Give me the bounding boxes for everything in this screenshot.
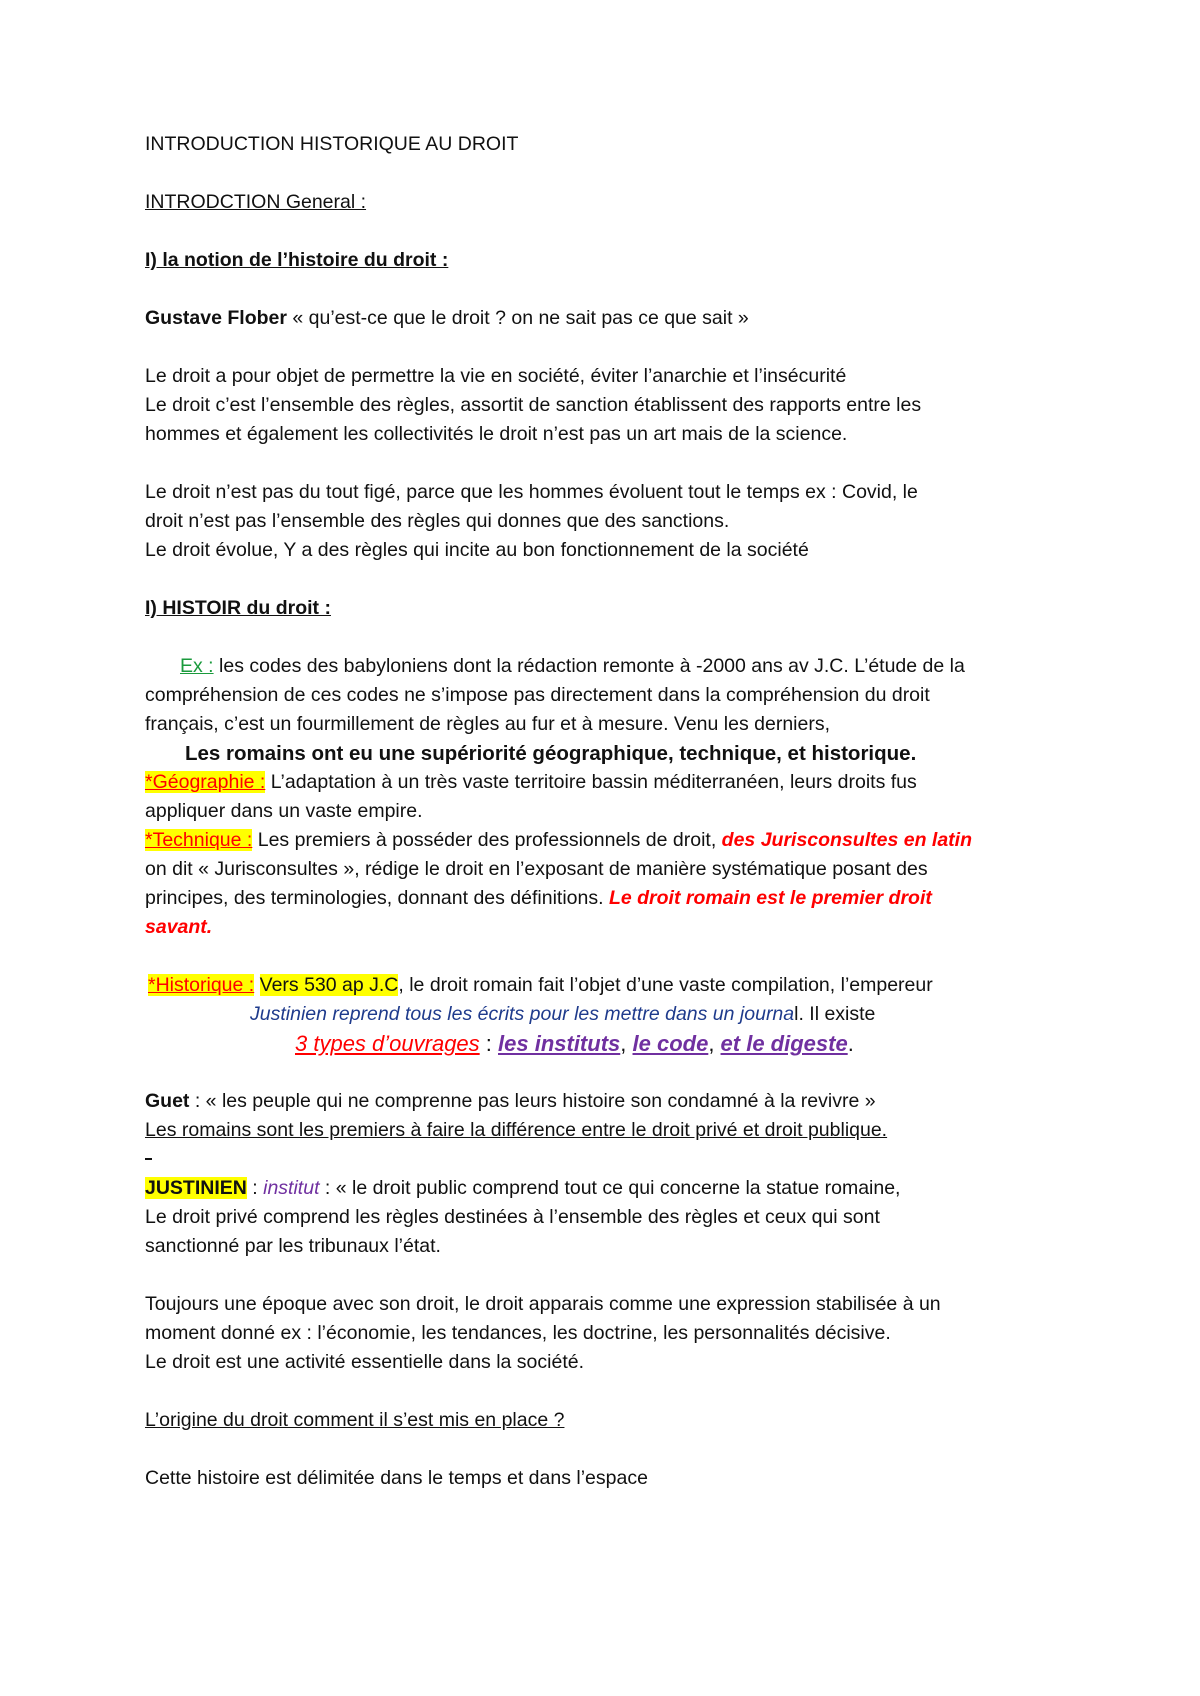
justinien-line1 bbox=[145, 1174, 1065, 1204]
justinien-line3: sanctionné par les tribunaux l’état. bbox=[145, 1235, 441, 1257]
tech-text-1: Les premiers à posséder des professionnels de droit, bbox=[252, 829, 722, 851]
quote-text: « qu’est-ce que le droit ? on ne sait pas ce que sait » bbox=[286, 307, 749, 329]
example-line2: compréhension de ces codes ne s’impose pas directement dans la compréhension du droit bbox=[145, 684, 930, 706]
type-instituts: les instituts bbox=[498, 1031, 621, 1056]
guet-underlined: Les romains sont les premiers à faire la différence entre le droit privé et droit publique. bbox=[145, 1119, 888, 1141]
type-digeste: et le digeste bbox=[720, 1031, 848, 1056]
tech-red-1: des Jurisconsultes en latin bbox=[721, 829, 973, 851]
para1-line1: Le droit a pour objet de permettre la vie en société, éviter l’anarchie et l’insécurité bbox=[145, 365, 847, 387]
tech-text-3: principes, des terminologies, donnant des définitions. bbox=[145, 887, 609, 909]
geo-label: *Géographie : bbox=[145, 771, 266, 793]
tech-label: *Technique : bbox=[145, 829, 253, 851]
intro-heading: INTRODCTION General : bbox=[145, 191, 367, 213]
types-comma-2: , bbox=[708, 1031, 721, 1056]
closing-line: Cette histoire est délimitée dans le temps et dans l’espace bbox=[145, 1467, 648, 1489]
tech-line3 bbox=[145, 884, 1065, 914]
hist-line2 bbox=[250, 1000, 1170, 1030]
geo-text-1: L’adaptation à un très vaste territoire bassin méditerranéen, leurs droits fus bbox=[265, 771, 917, 793]
types-comma-1: , bbox=[620, 1031, 633, 1056]
geo-line2: appliquer dans un vaste empire. bbox=[145, 800, 423, 822]
types-end: . bbox=[847, 1031, 854, 1056]
para2-line3: Le droit évolue, Y a des règles qui incite au bon fonctionnement de la société bbox=[145, 539, 809, 561]
tech-line1 bbox=[145, 826, 1065, 856]
quote-author: Gustave Flober bbox=[145, 307, 287, 329]
hist-text-1: , le droit romain fait l’objet d’une vaste compilation, l’empereur bbox=[398, 974, 933, 996]
section1-heading: I) la notion de l’histoire du droit : bbox=[145, 249, 449, 271]
epoque-line2: moment donné ex : l’économie, les tendances, les doctrine, les personnalités décisive. bbox=[145, 1322, 891, 1344]
tech-line2: on dit « Jurisconsultes », rédige le droit en l’exposant de manière systématique posant des bbox=[145, 858, 928, 880]
geo-line1 bbox=[145, 768, 1065, 798]
types-line bbox=[295, 1029, 1200, 1059]
example-line3: français, c’est un fourmillement de règles au fur et à mesure. Venu les derniers, bbox=[145, 713, 831, 735]
epoque-line3: Le droit est une activité essentielle dans la société. bbox=[145, 1351, 585, 1373]
para1-line3: hommes et également les collectivités le droit n’est pas un art mais de la science. bbox=[145, 423, 848, 445]
section2-heading: I) HISTOIR du droit : bbox=[145, 597, 331, 619]
epoque-line1: Toujours une époque avec son droit, le droit apparais comme une expression stabilisée à un bbox=[145, 1293, 941, 1315]
guet-label: Guet bbox=[145, 1090, 190, 1112]
justinien-line2: Le droit privé comprend les règles destinées à l’ensemble des règles et ceux qui sont bbox=[145, 1206, 880, 1228]
example-text-1: les codes des babyloniens dont la rédaction remonte à -2000 ans av J.C. L’étude de la bbox=[213, 655, 965, 677]
para2-line1: Le droit n’est pas du tout figé, parce que les hommes évoluent tout le temps ex : Covid, le bbox=[145, 481, 918, 503]
example-line1 bbox=[180, 652, 1100, 682]
tech-red-3: savant. bbox=[145, 916, 213, 938]
small-dash bbox=[145, 1158, 152, 1160]
type-code: le code bbox=[632, 1031, 709, 1056]
quote-line bbox=[145, 304, 1065, 334]
hist-line1 bbox=[148, 971, 1068, 1001]
example-label: Ex : bbox=[180, 655, 214, 677]
justinien-institut: institut bbox=[263, 1177, 320, 1199]
document-title: INTRODUCTION HISTORIQUE AU DROIT bbox=[145, 133, 519, 155]
justinien-label: JUSTINIEN bbox=[145, 1177, 247, 1199]
hist-date: Vers 530 ap J.C bbox=[259, 974, 399, 996]
guet-line bbox=[145, 1087, 1065, 1117]
guet-text: : « les peuple qui ne comprenne pas leurs histoire son condamné à la revivre » bbox=[189, 1090, 876, 1112]
para2-line2: droit n’est pas l’ensemble des règles qui donnes que des sanctions. bbox=[145, 510, 730, 532]
hist-text-2: l. Il existe bbox=[794, 1003, 876, 1025]
hist-navy: Justinien reprend tous les écrits pour les mettre dans un journa bbox=[250, 1003, 795, 1025]
hist-label: *Historique : bbox=[148, 974, 255, 996]
types-sep: : bbox=[479, 1031, 499, 1056]
origine-heading: L’origine du droit comment il s’est mis en place ? bbox=[145, 1409, 565, 1431]
tech-red-2: Le droit romain est le premier droit bbox=[608, 887, 932, 909]
justinien-text-1: : « le droit public comprend tout ce qui concerne la statue romaine, bbox=[319, 1177, 901, 1199]
para1-line2: Le droit c’est l’ensemble des règles, assortit de sanction établissent des rapports entre les bbox=[145, 394, 922, 416]
justinien-sep: : bbox=[246, 1177, 264, 1199]
romains-heading: Les romains ont eu une supériorité géographique, technique, et historique. bbox=[185, 742, 917, 765]
types-label: 3 types d’ouvrages bbox=[295, 1031, 480, 1056]
